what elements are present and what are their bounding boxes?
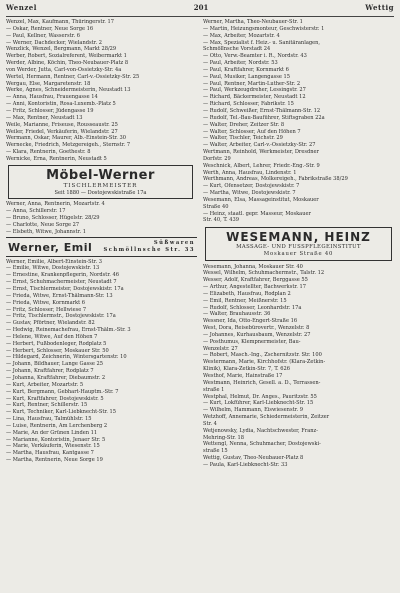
left-entries-b <box>6 201 197 235</box>
directory-entry: — Heinz, staatl. gepr. Masseur, Moskauer <box>203 210 311 217</box>
directory-entry: — Paul, Musiker, Langengasse 15 <box>203 73 290 80</box>
directory-entry: — Wilhelm, Hammann, Eiswiesenstr. 9 <box>203 407 303 414</box>
directory-entry: — Kurt, Techniker, Karl-Liebknecht-Str. 15 <box>6 409 117 416</box>
directory-entry: — Hildegard, Zeichnerin, Wintersgartenstr. 10 <box>6 354 127 361</box>
directory-entry: — Richard, Schlosser, Fabrikstr. 15 <box>203 101 294 108</box>
directory-entry: — Oskar, Rentner, Neue Sorge 16 <box>6 25 94 32</box>
directory-entry: — Martha, Rentnerin, Neue Sorge 19 <box>6 457 103 464</box>
header-left-keyword: Wenzel <box>6 3 37 12</box>
header-rule <box>6 16 394 17</box>
ad-werner-emil-name: Werner, Emil <box>8 240 93 254</box>
ad-moebel-werner-address: Dostojewskistraße 17a <box>87 189 147 196</box>
ad-wesemann-address: Moskauer Straße 40 <box>263 250 334 257</box>
directory-entry: — Elsbeth, Witwe, Johannstr. 1 <box>6 228 86 235</box>
page-number: 201 <box>193 3 209 12</box>
directory-entry: — Rudolf, Schlosser, Leonhardstr. 17a <box>203 304 302 311</box>
directory-entry: Wesemann, Johanna, Moskauer Str. 40 <box>203 263 303 270</box>
right-entries-b <box>203 264 394 469</box>
directory-entry: Westermann, Marie, Kirchhofstr. (Klara-Zetkin- <box>203 359 326 366</box>
directory-entry: — Rudolf, Schweißer, Ernst-Thälmann-Str. 12 <box>203 107 321 114</box>
directory-entry: — Anni, Kontoristin, Rosa-Luxemb.-Platz 5 <box>6 101 116 108</box>
directory-entry: Westmann, Heinrich, Gesell. a. D., Terrassen- <box>203 379 321 386</box>
directory-entry: — Werner, Dachdecker, Wielandstr. 2 <box>6 39 102 46</box>
right-entries-a <box>203 19 394 224</box>
ad-wesemann-heinz <box>205 227 392 260</box>
directory-entry: — Frieda, Witwe, Ernst-Thälmann-Str. 13 <box>6 292 113 299</box>
directory-entry: — Ernst, Schuhmachermeister, Neustadt 7 <box>6 279 117 286</box>
directory-entry: Wertel, Hermann, Rentner, Carl-v.-Ossietzky-Str. 25 <box>6 73 140 80</box>
directory-entry: — Paul, Kraftfahrer, Kornmarkt 6 <box>203 66 289 73</box>
directory-entry: — Rudolf, Tel.-Bau-Bauführer, Stiftsgraben 22a <box>203 114 325 121</box>
directory-entry: — Paul, Werkzeugdreher, Lessingstr. 27 <box>203 87 306 94</box>
directory-entry: — Walter, Arbeiter, Carl-v.-Ossietzky-Str. 27 <box>203 142 316 149</box>
directory-entry: — Hedwig, Reinemachefrau, Ernst-Thälm.-Str. 3 <box>6 327 131 334</box>
directory-entry: — Otto, Verw.-Beamter i. R., Nordstr. 43 <box>203 53 307 60</box>
directory-entry: Wernicke, Erna, Rentnerin, Neustadt 5 <box>6 155 107 162</box>
directory-entry: — Klara, Rentnerin, Goethestr. 8 <box>6 149 91 156</box>
ad-moebel-werner-footer <box>13 190 188 197</box>
directory-entry: Werner, Anna, Rentnerin, Mozartstr. 4 <box>6 201 105 208</box>
header-right-keyword: Wettig <box>365 3 394 12</box>
directory-entry: — Walter, Schlosser, Auf den Höhen 7 <box>203 128 301 135</box>
directory-entry: — Elizabeth, Hausfrau, Rodplan 2 <box>203 290 291 297</box>
directory-entry: Str. 4 <box>203 420 217 427</box>
directory-entry: — Lina, Hausfrau, Talmühlstr. 15 <box>6 416 92 423</box>
directory-entry: — Arthur, Angestellter, Bachwerkstr. 17 <box>203 284 306 291</box>
directory-entry: Werner, Martha, Theo-Neubauer-Str. 1 <box>203 19 303 25</box>
directory-entry: — Ernestine, Krankenpflegerin, Nordstr. 46 <box>6 272 119 279</box>
directory-entry: Werber, Robert, Sozialreferent, Weibermarkt 1 <box>6 53 127 60</box>
directory-entry: Mehring-Str. 18 <box>203 434 244 441</box>
directory-entry: Weiler, Friedel, Verkäuferin, Wielandstr. 27 <box>6 128 118 135</box>
directory-entry: Wenzlick, Wenzel, Bergmann, Markt 28/29 <box>6 46 117 53</box>
directory-entry: — Kurt, Lokführer, Karl-Liebknecht-Str. 15 <box>203 400 314 407</box>
directory-entry: Wesser, Adolf, Kraftfahrer, Berggasse 55 <box>203 277 308 284</box>
directory-entry: Wessner, Ida, Otto-Engert-Straße 16 <box>203 318 298 325</box>
ad-wesemann-subtitle: MASSAGE- UND FUSSPFLEGEINSTITUT <box>236 244 361 251</box>
directory-entry: Wettengl, Nenna, Schuhmacher, Dostojewski- <box>203 441 321 448</box>
directory-entry: Werthmann, Andreas, Molkereigeh., Fabrikstraße 38/29 <box>203 176 348 183</box>
directory-entry: Schmöllnsche Vorstadt 24 <box>203 46 271 53</box>
directory-entry: Westhof, Marie, Hainstraße 17 <box>203 373 283 379</box>
directory-entry: — Charlotte, Neue Sorge 27 <box>6 221 80 228</box>
directory-entry: straße 1 <box>203 386 225 393</box>
ad-werner-emil <box>6 237 197 256</box>
ad-moebel-werner-title: Möbel-Werner <box>46 167 155 183</box>
directory-entry: — Bruno, Schlosser, Hügelstr. 28/29 <box>6 214 100 221</box>
directory-entry: straße 15 <box>203 448 228 455</box>
ad-wesemann-title: WESEMANN, HEINZ <box>226 230 371 245</box>
right-column <box>203 19 394 469</box>
directory-entry: — Max, Arbeiter, Mozartstr. 4 <box>203 32 280 39</box>
directory-entry: — Johann, Kraftfahrer, Rodplatz 7 <box>6 368 94 375</box>
directory-entry: Wessel, Wilhelm, Schuhmachermstr., Talstr. 12 <box>203 270 325 277</box>
directory-entry: — Kurt, Kraftfahrer, Dostojewskistr. 5 <box>6 395 104 402</box>
directory-entry: — Johanna, Kraftfahrer, Diebaumstr. 2 <box>6 374 106 381</box>
directory-entry: — Johannes, Kurhausbaum, Wenzelstr. 27 <box>203 331 311 338</box>
directory-entry: — Ernst, Tischlermeister, Dostojewskistr. 17a <box>6 286 124 292</box>
directory-entry: — Kurt, Arbeiter, Mozartstr. 5 <box>6 381 84 388</box>
directory-entry: Werth, Anna, Hausfrau, Lindenstr. 1 <box>203 169 297 176</box>
directory-entry: — Walter, Brauhausstr. 36 <box>203 311 271 318</box>
left-column <box>6 19 197 469</box>
ad-moebel-werner-subtitle: TISCHLERMEISTER <box>63 182 138 189</box>
directory-entry: Wenzel, Max, Kaufmann, Thüringerstr. 17 <box>6 19 114 25</box>
directory-entry: Wernecke, Friedrich, Metzgereigeh., Sternstr. 7 <box>6 142 131 149</box>
directory-entry: — Herbert, Schlosser, Moskauer Str. 50 <box>6 347 109 354</box>
directory-entry: — Kurt, Bergmann, Gebhart-Hauptm.-Str. 7 <box>6 388 119 395</box>
directory-entry: — Martin, Heizungsmonteur, Geschwisterstr. 1 <box>203 25 325 32</box>
directory-entry: — Helene, Witwe, Auf den Höhen 7 <box>6 333 98 340</box>
ad-werner-emil-trade: Süßwaren <box>153 240 195 247</box>
directory-entry: — Martha, Hausfrau, Kantgasse 7 <box>6 450 94 457</box>
directory-entry: von Werder, Jutta, Carl-von-Ossietzky-Str. 4a <box>6 66 122 73</box>
directory-entry: — Frieda, Witwe, Kornmarkt 6 <box>6 299 86 306</box>
ad-werner-emil-address: Schmöllnsche Str. 33 <box>103 247 195 254</box>
directory-entry: — Max, Spezialist f. Heiz.- u. Sanitäranlagen, <box>203 39 321 46</box>
ad-moebel-werner <box>8 165 193 200</box>
directory-entry: Dorfstr. 29 <box>203 155 231 162</box>
directory-entry: — Walter, Dreher, Zeitzer Str. 8 <box>203 121 285 128</box>
directory-entry: Wermann, Oskar, Maurer, Alb.-Einstein-Str. 30 <box>6 135 127 142</box>
directory-entry: — Martha, Witwe, Dostojewskistr. 7 <box>203 190 296 197</box>
directory-entry: — Paul, Rentner, Martin-Luther-Str. 2 <box>203 80 301 87</box>
directory-entry: — Marianne, Kontoristin, Jenaer Str. 5 <box>6 436 106 443</box>
directory-entry: — Anna, Hausfrau, Frauengasse 14 <box>6 94 98 101</box>
directory-entry: Straße 40 <box>203 203 229 210</box>
directory-entry: Wertmann, Reinhold, Werkmeister, Dresdner <box>203 149 319 156</box>
directory-entry: — Posthumus, Klempnermeister, Bau- <box>203 338 301 345</box>
ad-separator: — <box>80 189 88 196</box>
ad-werner-emil-details <box>103 240 195 253</box>
directory-entry: — Emilie, Witwe, Dostojewskistr. 13 <box>6 265 100 272</box>
directory-entry: — Robert, Masch.-Ing., Zschernitzstr. Str. 100 <box>203 352 322 359</box>
directory-entry: Weschnick, Albert, Lehrer, Friedr.-Eng.-Str. 9 <box>203 162 320 169</box>
directory-entry: — Walter, Tischler, Teichstr. 29 <box>203 135 283 142</box>
directory-entry: — Fritz, Schlosser, Hellwiese 7 <box>6 306 87 313</box>
directory-entry: Wesemann, Elsa, Massageinstitut, Moskauer <box>203 196 319 203</box>
directory-entry: — Paula, Karl-Liebknecht-Str. 33 <box>203 461 288 468</box>
directory-entry: — Paul, Arbeiter, Nordstr. 53 <box>203 60 278 67</box>
directory-entry: — Luise, Rentnerin, Am Lerchenberg 2 <box>6 422 108 429</box>
directory-entry: Wergau, Else, Margaretenstr. 18 <box>6 80 91 87</box>
directory-entry: — Marie, An der Grünen Linden 11 <box>6 429 98 436</box>
directory-entry: — Richard, Bäckermeister, Neustadt 12 <box>203 94 306 101</box>
directory-entry: Westphal, Helmut, Dr. Anges., Pauritzstr. 55 <box>203 393 317 400</box>
left-entries-c <box>6 259 197 464</box>
directory-entry: West, Dora, Reisebürovertr., Wenzelstr. 8 <box>203 325 310 332</box>
directory-entry: Klinik), Klara-Zetkin-Str. 7, T. 626 <box>203 366 291 373</box>
directory-entry: — Herbert, Fußbodenleger, Rodplatz 5 <box>6 340 107 347</box>
ad-moebel-werner-since: Seit 1880 <box>54 189 80 196</box>
directory-entry: — Fritz, Schlosser, Jüdengasse 19 <box>6 107 94 114</box>
directory-entry: Werke, Agnes, Schneidermeisterin, Neustadt 13 <box>6 87 131 94</box>
left-entries-a <box>6 19 197 163</box>
directory-entry: Wetzhoff, Annemarie, Schiedermeisterin, Zeitzer <box>203 414 330 421</box>
directory-entry: Wettig, Gustav, Theo-Neubauer-Platz 8 <box>203 455 304 462</box>
directory-entry: — Fritz, Tischlermstr., Dostojewskistr. 17a <box>6 313 116 320</box>
directory-entry: — Kurt, Rentner, Schillerstr. 15 <box>6 402 88 409</box>
columns <box>6 19 394 469</box>
directory-entry: — Anna, Schillerstr. 17 <box>6 208 66 215</box>
directory-entry: — Paul, Kellner, Wasserstr. 6 <box>6 32 80 39</box>
page-header <box>6 3 394 15</box>
directory-entry: Wetjenowsky, Lydia, Nachtschwester, Franz- <box>203 427 318 434</box>
directory-entry: Wenzelstr. 27 <box>203 345 238 352</box>
directory-entry: — Max, Rentner, Neustadt 13 <box>6 114 83 121</box>
directory-entry: — Emil, Rentner, Meißnerstr. 15 <box>203 297 287 304</box>
directory-entry: — Gustav, Pförtner, Wielandstr. 82 <box>6 320 95 327</box>
directory-entry: Werder, Albine, Köchin, Theo-Neubauer-Platz 8 <box>6 60 129 67</box>
directory-entry: Str. 40, T. 439 <box>203 217 239 224</box>
directory-entry: — Johann, Bildhauer, Lange Gasse 25 <box>6 361 103 368</box>
directory-entry: Weile, Marianne, Friseuse, Rousseaustr. 25 <box>6 121 118 128</box>
directory-entry: — Marie, Verkäuferin, Wiesenstr. 15 <box>6 443 100 450</box>
directory-entry: — Kurt, Ofensetzer, Dostojewskistr. 7 <box>203 183 300 190</box>
directory-entry: Werner, Emilie, Albert-Einstein-Str. 3 <box>6 258 102 265</box>
